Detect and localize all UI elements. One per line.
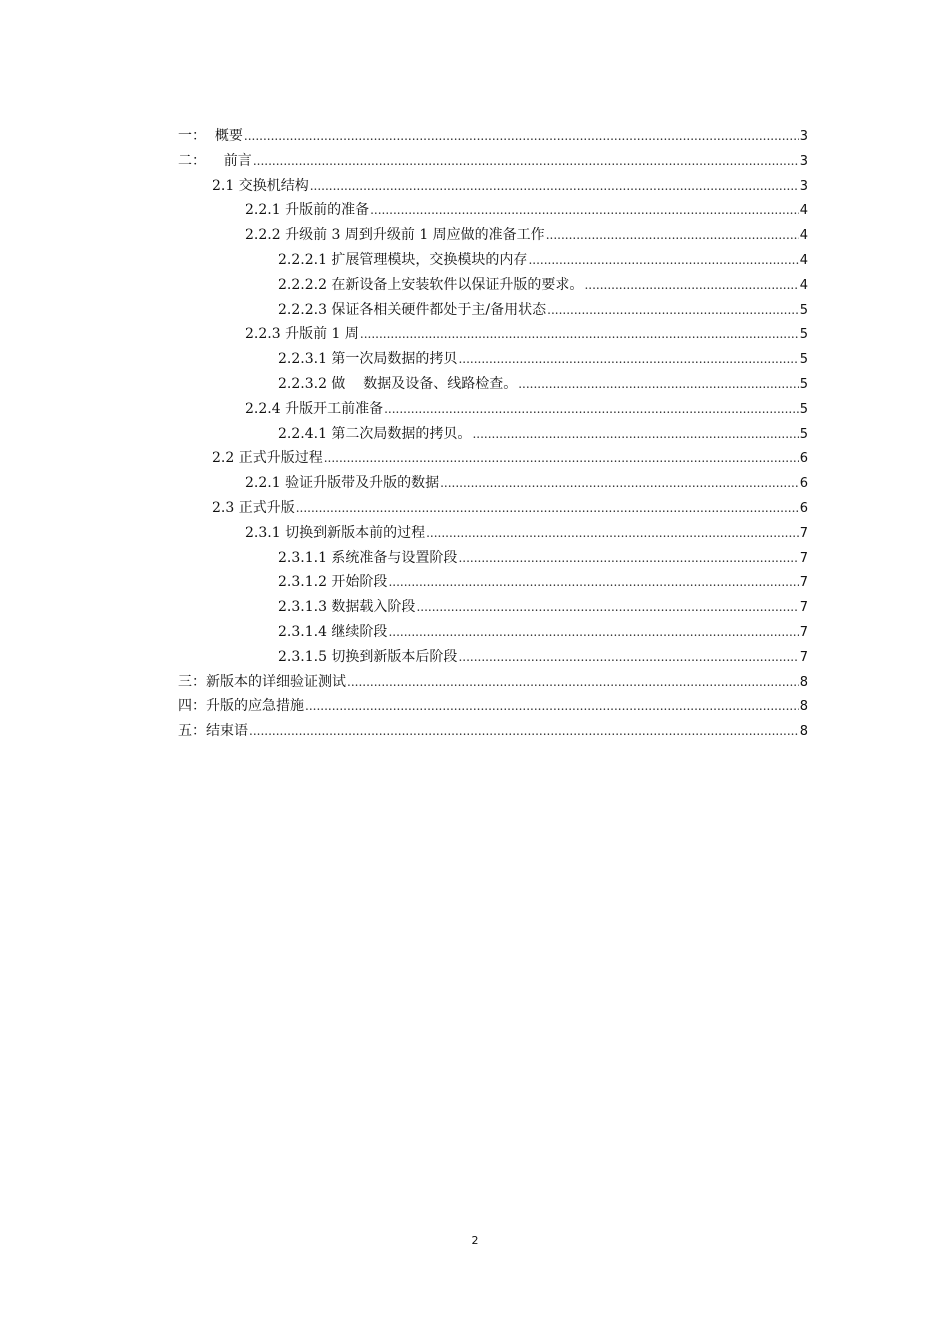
toc-entry[interactable] [178, 496, 808, 521]
toc-entry-page: 7 [799, 624, 808, 640]
toc-entry[interactable] [178, 670, 808, 695]
toc-dot-leader [458, 347, 798, 372]
toc-entry-title: 2.2.2 升级前 3 周到升级前 1 周应做的准备工作 [245, 227, 545, 244]
toc-entry-title: 2.2 正式升版过程 [212, 450, 323, 467]
toc-entry[interactable] [178, 273, 808, 298]
toc-entry-title: 2.3.1.1 系统准备与设置阶段 [278, 549, 458, 566]
toc-entry-title: 2.2.4 升版开工前准备 [245, 400, 384, 417]
toc-dot-leader [347, 670, 799, 695]
toc-dot-leader [458, 546, 798, 571]
toc-entry-page: 7 [799, 649, 808, 665]
toc-entry[interactable] [178, 198, 808, 223]
toc-dot-leader [546, 223, 799, 248]
toc-entry-title: 2.1 交换机结构 [212, 177, 309, 194]
toc-entry-title: 二： 前言 [178, 152, 252, 169]
table-of-contents [178, 124, 808, 744]
toc-dot-leader [547, 298, 799, 323]
toc-dot-leader [253, 149, 799, 174]
toc-entry-page: 6 [799, 500, 808, 516]
toc-entry-page: 5 [799, 352, 808, 368]
toc-dot-leader [416, 595, 798, 620]
toc-entry[interactable] [178, 546, 808, 571]
toc-entry-title: 五：结束语 [178, 723, 248, 740]
toc-entry-title: 三：新版本的详细验证测试 [178, 673, 346, 690]
toc-entry[interactable] [178, 124, 808, 149]
toc-dot-leader [370, 198, 799, 223]
toc-entry[interactable] [178, 620, 808, 645]
toc-entry-page: 6 [799, 451, 808, 467]
toc-dot-leader [324, 446, 799, 471]
toc-dot-leader [310, 174, 799, 199]
toc-entry-page: 4 [799, 203, 808, 219]
toc-dot-leader [388, 570, 798, 595]
toc-entry-page: 7 [799, 550, 808, 566]
toc-entry-page: 5 [799, 327, 808, 343]
toc-entry-title: 2.2.4.1 第二次局数据的拷贝。 [278, 425, 472, 442]
toc-entry-title: 2.2.1 升版前的准备 [245, 202, 370, 219]
toc-entry-page: 4 [799, 277, 808, 293]
toc-dot-leader [360, 322, 799, 347]
toc-entry[interactable] [178, 719, 808, 744]
toc-dot-leader [440, 471, 799, 496]
toc-dot-leader [296, 496, 799, 521]
toc-entry-page: 5 [799, 426, 808, 442]
toc-entry-title: 2.3.1 切换到新版本前的过程 [245, 524, 426, 541]
toc-entry[interactable] [178, 595, 808, 620]
toc-dot-leader [426, 521, 799, 546]
toc-entry-page: 4 [799, 228, 808, 244]
toc-entry-page: 8 [799, 674, 808, 690]
toc-entry-page: 7 [799, 600, 808, 616]
toc-entry-title: 2.3.1.5 切换到新版本后阶段 [278, 648, 458, 665]
toc-dot-leader [584, 273, 798, 298]
toc-entry[interactable] [178, 223, 808, 248]
toc-dot-leader [528, 248, 798, 273]
toc-entry-page: 4 [799, 252, 808, 268]
toc-dot-leader [472, 422, 798, 447]
toc-entry[interactable] [178, 645, 808, 670]
toc-entry[interactable] [178, 372, 808, 397]
toc-dot-leader [244, 124, 799, 149]
toc-entry[interactable] [178, 298, 808, 323]
toc-dot-leader [384, 397, 799, 422]
toc-entry-title: 2.2.3.2 做 数据及设备、线路检查。 [278, 375, 518, 392]
toc-entry-page: 8 [799, 724, 808, 740]
toc-entry-title: 2.2.1 验证升版带及升版的数据 [245, 475, 440, 492]
toc-entry[interactable] [178, 446, 808, 471]
toc-dot-leader [518, 372, 798, 397]
toc-entry-title: 2.3.1.4 继续阶段 [278, 623, 388, 640]
toc-entry-title: 四：升版的应急措施 [178, 698, 304, 715]
toc-dot-leader [305, 694, 799, 719]
toc-entry-page: 6 [799, 476, 808, 492]
toc-entry-title: 2.2.2.3 保证各相关硬件都处于主/备用状态 [278, 301, 547, 318]
toc-entry-title: 2.3.1.2 开始阶段 [278, 574, 388, 591]
toc-entry[interactable] [178, 471, 808, 496]
toc-entry-title: 2.2.2.1 扩展管理模块，交换模块的内存 [278, 251, 528, 268]
toc-entry[interactable] [178, 694, 808, 719]
toc-entry-page: 7 [799, 575, 808, 591]
page-number: 2 [471, 1234, 479, 1247]
toc-entry-page: 3 [799, 129, 808, 144]
toc-entry-page: 8 [799, 699, 808, 715]
toc-entry-page: 7 [799, 525, 808, 541]
toc-entry[interactable] [178, 521, 808, 546]
toc-entry-title: 2.3.1.3 数据载入阶段 [278, 599, 416, 616]
toc-entry-title: 2.2.3.1 第一次局数据的拷贝 [278, 351, 458, 368]
toc-entry[interactable] [178, 347, 808, 372]
toc-entry[interactable] [178, 570, 808, 595]
toc-dot-leader [458, 645, 798, 670]
toc-entry-title: 2.2.2.2 在新设备上安装软件以保证升版的要求。 [278, 276, 584, 293]
toc-entry-page: 5 [799, 302, 808, 318]
toc-entry-title: 一： 概要 [178, 128, 243, 144]
toc-entry[interactable] [178, 397, 808, 422]
toc-entry-page: 3 [799, 178, 808, 194]
toc-entry[interactable] [178, 422, 808, 447]
toc-dot-leader [249, 719, 799, 744]
toc-entry-page: 3 [799, 153, 808, 169]
toc-entry[interactable] [178, 149, 808, 174]
toc-entry[interactable] [178, 174, 808, 199]
toc-entry-page: 5 [799, 401, 808, 417]
toc-entry-title: 2.2.3 升版前 1 周 [245, 326, 359, 343]
toc-entry-page: 5 [799, 376, 808, 392]
toc-entry-title: 2.3 正式升版 [212, 499, 295, 516]
toc-entry[interactable] [178, 322, 808, 347]
toc-entry[interactable] [178, 248, 808, 273]
toc-dot-leader [388, 620, 798, 645]
